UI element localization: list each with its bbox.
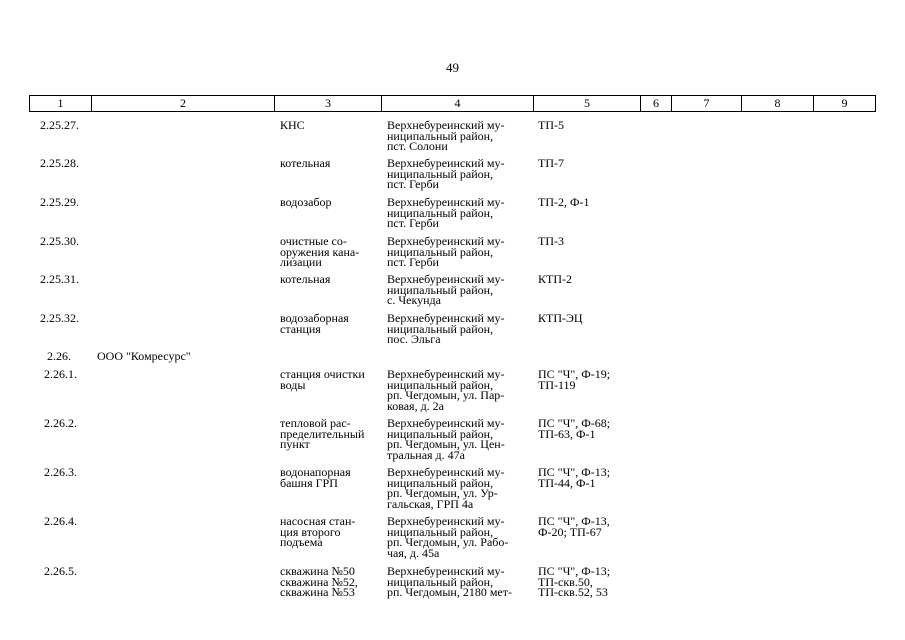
row-number: 2.26.5. [44, 564, 77, 578]
object-name: водонапорная башня ГРП [280, 465, 351, 490]
object-name: насосная стан- ция второго подъема [280, 514, 356, 549]
row-number: 2.25.31. [40, 272, 79, 286]
page-number: 49 [446, 60, 459, 75]
object-location: Верхнебуреинский му- ниципальный район, пст. Герби [387, 156, 505, 191]
object-name: станция очистки воды [280, 367, 365, 392]
object-location: Верхнебуреинский му- ниципальный район, рп. Чегдомын, 2180 мет- [387, 564, 512, 599]
row-number: 2.25.30. [40, 234, 79, 248]
object-name: КНС [280, 118, 305, 132]
object-location: Верхнебуреинский му- ниципальный район, рп. Чегдомын, ул. Рабо- чая, д. 45а [387, 514, 509, 560]
row-number: 2.25.32. [40, 311, 79, 325]
object-name: тепловой рас- пределительный пункт [280, 416, 365, 451]
column-header: 7 [672, 96, 742, 111]
power-source: ПС "Ч", Ф-19; ТП-119 [538, 367, 611, 392]
object-name: очистные со- оружения кана- лизации [280, 234, 360, 269]
row-number: 2.26.1. [44, 367, 77, 381]
object-location: Верхнебуреинский му- ниципальный район, пос. Эльга [387, 311, 505, 346]
row-number: 2.26.2. [44, 416, 77, 430]
object-location: Верхнебуреинский му- ниципальный район, рп. Чегдомын, ул. Цен- тральная д. 47а [387, 416, 505, 462]
object-name: водозаборная станция [280, 311, 349, 336]
object-name: водозабор [280, 195, 332, 209]
object-name: скважина №50 скважина №52, скважина №53 [280, 564, 358, 599]
organization-name: ООО "Комресурс" [97, 349, 191, 363]
power-source: КТП-ЭЦ [538, 311, 583, 325]
object-location: Верхнебуреинский му- ниципальный район, рп. Чегдомын, ул. Ур- гальская, ГРП 4а [387, 465, 505, 511]
power-source: ТП-2, Ф-1 [538, 195, 590, 209]
power-source: КТП-2 [538, 272, 572, 286]
column-header: 3 [275, 96, 382, 111]
object-location: Верхнебуреинский му- ниципальный район, пст. Солони [387, 118, 505, 153]
object-location: Верхнебуреинский му- ниципальный район, пст. Герби [387, 195, 505, 230]
column-header: 6 [641, 96, 672, 111]
object-location: Верхнебуреинский му- ниципальный район, рп. Чегдомын, ул. Пар- ковая, д. 2а [387, 367, 505, 413]
row-number: 2.25.28. [40, 156, 79, 170]
object-name: котельная [280, 272, 331, 286]
column-header: 1 [30, 96, 92, 111]
power-source: ТП-5 [538, 118, 564, 132]
column-header: 4 [382, 96, 534, 111]
object-location: Верхнебуреинский му- ниципальный район, с. Чекунда [387, 272, 505, 307]
power-source: ПС "Ч", Ф-13, Ф-20; ТП-67 [538, 514, 610, 539]
row-number: 2.26. [47, 349, 71, 363]
power-source: ПС "Ч", Ф-68; ТП-63, Ф-1 [538, 416, 611, 441]
power-source: ТП-7 [538, 156, 564, 170]
column-header: 9 [841, 96, 848, 110]
row-number: 2.26.4. [44, 514, 77, 528]
row-number: 2.26.3. [44, 465, 77, 479]
row-number: 2.25.27. [40, 118, 79, 132]
row-number: 2.25.29. [40, 195, 79, 209]
column-header: 5 [534, 96, 641, 111]
power-source: ПС "Ч", Ф-13; ТП-44, Ф-1 [538, 465, 611, 490]
power-source: ПС "Ч", Ф-13; ТП-скв.50, ТП-скв.52, 53 [538, 564, 611, 599]
power-source: ТП-3 [538, 234, 564, 248]
object-location: Верхнебуреинский му- ниципальный район, пст. Герби [387, 234, 505, 269]
column-header: 2 [92, 96, 275, 111]
column-header: 8 [742, 96, 814, 111]
object-name: котельная [280, 156, 331, 170]
